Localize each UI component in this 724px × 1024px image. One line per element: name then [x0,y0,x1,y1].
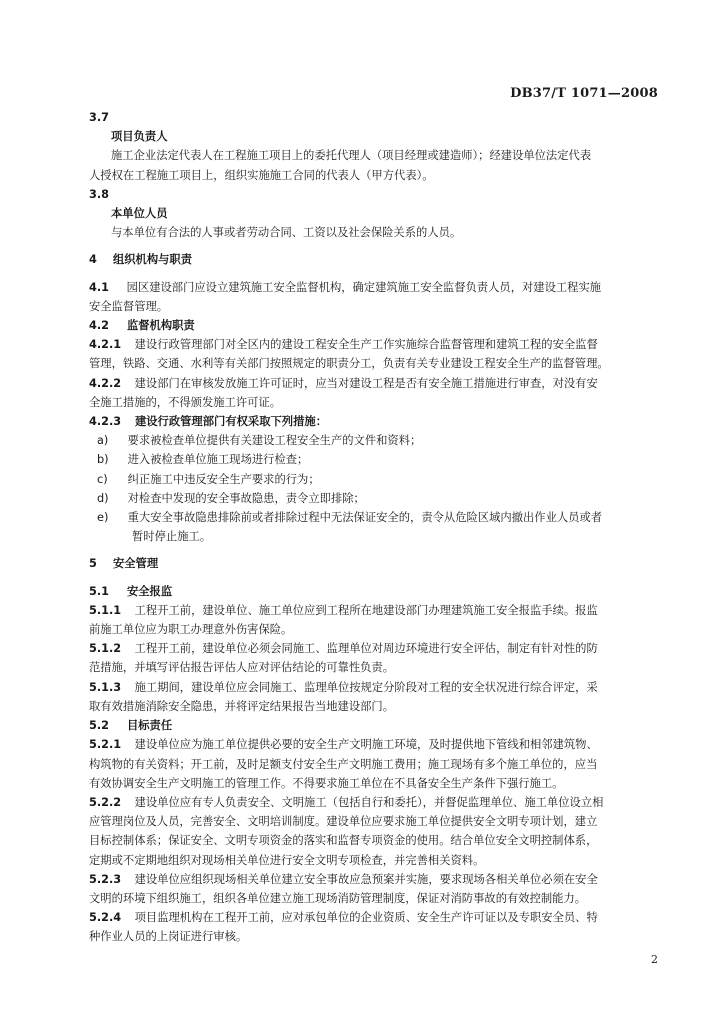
paragraph-text: 施工期间，建设单位应会同施工、监理单位按规定分阶段对工程的安全状况进行综合评定，采 [134,680,598,694]
paragraph-text: 前施工单位应为职工办理意外伤害保险。 [89,623,293,637]
paragraph [89,793,657,812]
clause-number: 5.1.2 [89,642,122,656]
subsection-heading [89,716,657,735]
page-number: 2 [651,953,658,966]
section-title: 组织机构与职责 [112,253,193,267]
clause-number: 3.8 [89,187,110,201]
section-heading [89,554,657,573]
paragraph [89,335,657,354]
paragraph [89,908,657,927]
paragraph-text: 安全监督管理。 [89,299,169,313]
paragraph-text: 管理，铁路、交通、水利等有关部门按照规定的职责分工，负责有关专业建设工程安全生产的监督管理。 [89,357,609,371]
paragraph-text: 工程开工前，建设单位、施工单位应到工程所在地建设部门办理建筑施工安全报监手续。报监 [134,603,598,617]
list-item [97,489,657,508]
paragraph-text: 定期或不定期地组织对现场相关单位进行安全文明专项检查，并完善相关资料。 [89,853,485,867]
list-text-continued: 暂时停止施工。 [132,530,212,544]
paragraph-text: 全施工措施的，不得颁发施工许可证。 [89,395,282,409]
clause-number: 5.1.3 [89,680,122,694]
section-title: 安全管理 [112,557,159,571]
paragraph [89,870,657,889]
clause-number: 5.1.1 [89,603,122,617]
paragraph [89,678,657,697]
paragraph-text: 园区建设部门应设立建筑施工安全监督机构，确定建筑施工安全监督负责人员，对建设工程实施 [126,280,602,294]
clause-number: 5.2 [89,719,110,733]
list-text: 对检查中发现的安全事故隐患，责令立即排除； [127,491,365,505]
paragraph [89,601,657,620]
subsection-heading [89,316,657,335]
clause-number: 3.7 [89,111,110,124]
subsection-title: 安全报监 [126,584,173,598]
paragraph [89,278,657,297]
term-definition: 人授权在工程施工项目上，组织实施施工合同的代表人（甲方代表）。 [89,168,434,182]
paragraph-text: 种作业人员的上岗证进行审核。 [89,930,248,944]
clause-number: 5.2.1 [89,738,122,752]
clause-number: 4.2.3 [89,415,122,429]
clause-number: 5.1 [89,584,110,598]
paragraph-text: 项目监理机构在工程开工前，应对承包单位的企业资质、安全生产许可证以及专职安全员、特 [134,911,598,925]
clause-number: 4.2.1 [89,338,122,352]
section-number: 4 [89,253,97,267]
subsection-heading [89,582,657,601]
list-text: 重大安全事故隐患排除前或者排除过程中无法保证安全的，责令从危险区域内撤出作业人员或者 [127,511,603,525]
paragraph-text: 建设单位应为施工单位提供必要的安全生产文明施工环境，及时提供地下管线和相邻建筑物、 [134,738,598,752]
clause-number: 5.2.3 [89,872,122,886]
paragraph-text: 建设单位应组织现场相关单位建立安全事故应急预案并实施，要求现场各相关单位必须在安全 [134,872,598,886]
clause-number: 5.2.4 [89,911,122,925]
term-title: 本单位人员 [111,207,168,221]
paragraph-text: 建设单位应有专人负责安全、文明施工（包括自行和委托），并督促监理单位、施工单位设立相 [134,795,604,809]
clause-number: 4.2.2 [89,376,122,390]
list-label: c) [97,472,108,486]
list-label: a) [97,434,109,448]
list-text: 纠正施工中违反安全生产要求的行为； [127,472,320,486]
paragraph [89,412,657,431]
list-item [97,450,657,469]
paragraph-text: 建设行政管理部门对全区内的建设工程安全生产工作实施综合监督管理和建筑工程的安全监督 [134,338,598,352]
paragraph-text: 应管理岗位及人员，完善安全、文明培训制度。建设单位应要求施工单位提供安全文明专项计划，建立 [89,815,598,829]
subsection-title: 目标责任 [126,719,173,733]
paragraph-text: 目标控制体系；保证安全、文明专项资金的落实和监督专项资金的使用。结合单位安全文明控制体系， [89,834,598,848]
paragraph-text: 有效协调安全生产文明施工的管理工作。不得要求施工单位在不具备安全生产条件下强行施工。 [89,776,564,790]
list-text: 进入被检查单位施工现场进行检查； [127,453,309,467]
list-label: d) [97,491,109,505]
paragraph [89,735,657,754]
page-content [89,108,657,947]
paragraph-text: 取有效措施消除安全隐患，并将评定结果报告当地建设部门。 [89,699,395,713]
list-item [97,431,657,450]
list-text: 要求被检查单位提供有关建设工程安全生产的文件和资料； [127,434,422,448]
list-item [97,470,657,489]
paragraph-text: 范措施，并填写评估报告评估人应对评估结论的可靠性负责。 [89,661,395,675]
measure-list [89,431,657,546]
section-heading [89,250,657,269]
list-item [97,508,657,527]
clause-number: 4.2 [89,319,110,333]
paragraph-text: 建设行政管理部门有权采取下列措施： [134,415,327,429]
subsection-title: 监督机构职责 [126,319,195,333]
term-definition: 施工企业法定代表人在工程施工项目上的委托代理人（项目经理或建造师）；经建设单位法定代表 [111,149,592,163]
paragraph-text: 工程开工前，建设单位必须会同施工、监理单位对周边环境进行安全评估，制定有针对性的防 [134,642,598,656]
term-definition: 与本单位有合法的人事或者劳动合同、工资以及社会保险关系的人员。 [111,226,462,240]
list-label: b) [97,453,109,467]
list-label: e) [97,511,109,525]
clause-number: 5.2.2 [89,795,122,809]
standard-number: DB37/T 1071—2008 [510,86,658,101]
paragraph-text: 建设部门在审核发放施工许可证时，应当对建设工程是否有安全施工措施进行审查，对没有安 [134,376,598,390]
paragraph [89,639,657,658]
paragraph-text: 构筑物的有关资料；开工前，及时足额支付安全生产文明施工费用；施工现场有多个施工单位的，应当 [89,757,598,771]
paragraph-text: 文明的环境下组织施工，组织各单位建立施工现场消防管理制度，保证对消防事故的有效控制能力。 [89,891,587,905]
section-number: 5 [89,557,97,571]
paragraph [89,374,657,393]
term-title: 项目负责人 [111,130,168,144]
clause-number: 4.1 [89,280,110,294]
